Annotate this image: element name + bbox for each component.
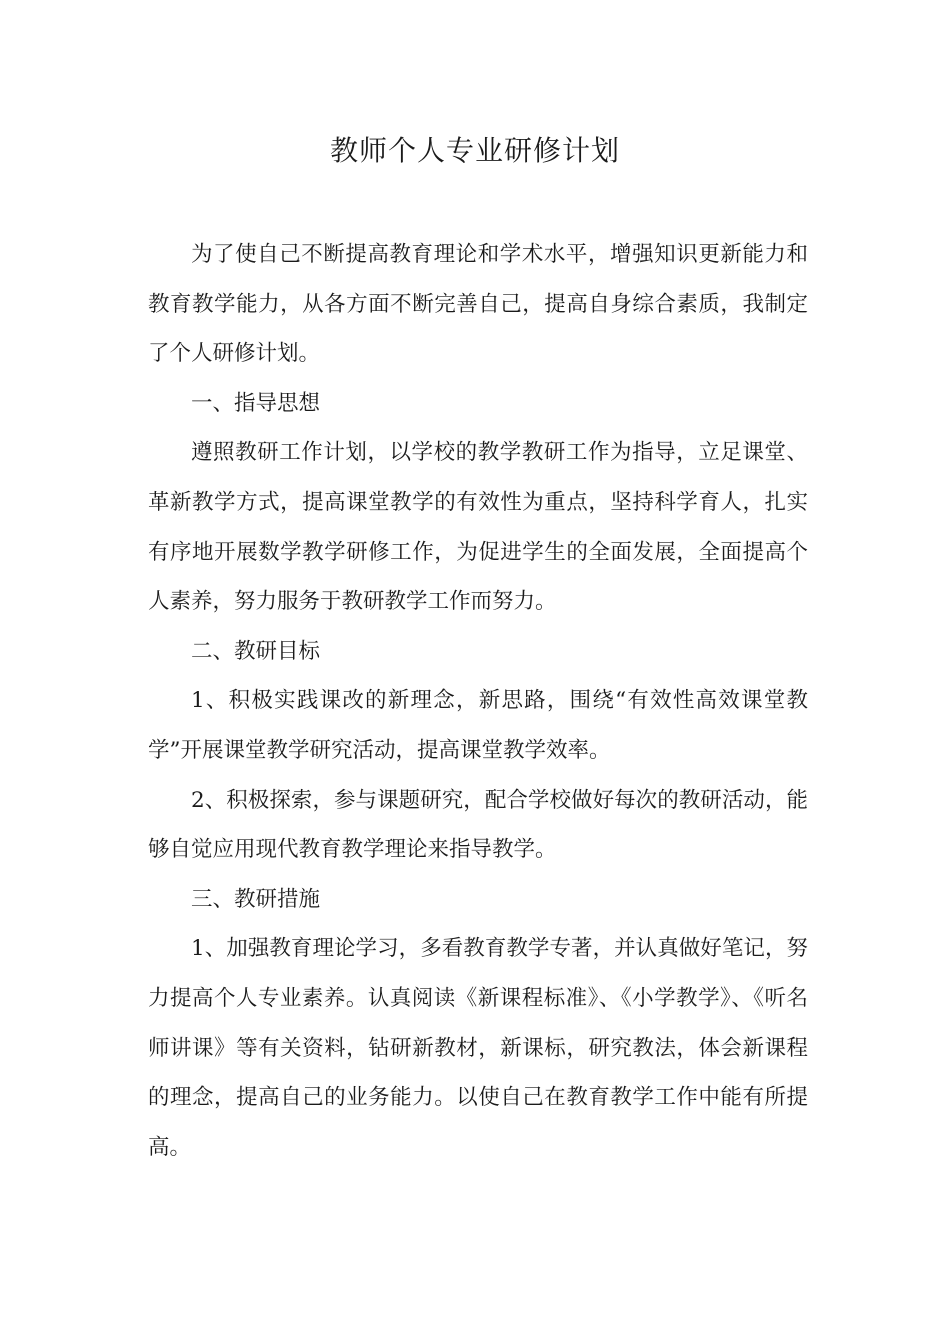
research-goal-2-paragraph: 2、积极探索，参与课题研究，配合学校做好每次的教研活动，能够自觉应用现代教育教学理论来指导教学。 [148,787,808,863]
research-measure-1-paragraph: 1、加强教育理论学习，多看教育教学专著，并认真做好笔记，努力提高个人专业素养。认真阅读《新课程标准》、《小学教学》、《听名师讲课》等有关资料，钻研新教材，新课标，研究教法，体会新课程的理念，提高自己的业务能力。以使自己在教育教学工作中能有所提高。 [148,936,808,1160]
research-goal-1-paragraph: 1、积极实践课改的新理念，新思路，围绕“有效性高效课堂教学”开展课堂教学研究活动，提高课堂教学效率。 [148,688,808,763]
intro-paragraph: 为了使自己不断提高教育理论和学术水平，增强知识更新能力和教育教学能力，从各方面不断完善自己，提高自身综合素质，我制定了个人研修计划。 [148,242,808,367]
section-heading-research-goals: 二、教研目标 [191,638,321,664]
document-body [148,230,808,1172]
section-heading-guiding-ideology: 一、指导思想 [191,390,321,416]
section-heading-research-measures: 三、教研措施 [191,886,321,912]
guiding-ideology-paragraph: 遵照教研工作计划，以学校的教学教研工作为指导，立足课堂、革新教学方式，提高课堂教学的有效性为重点，坚持科学育人，扎实有序地开展数学教学研修工作，为促进学生的全面发展，全面提高个人素养，努力服务于教研教学工作而努力。 [148,440,808,615]
document-title: 教师个人专业研修计划 [329,134,620,167]
